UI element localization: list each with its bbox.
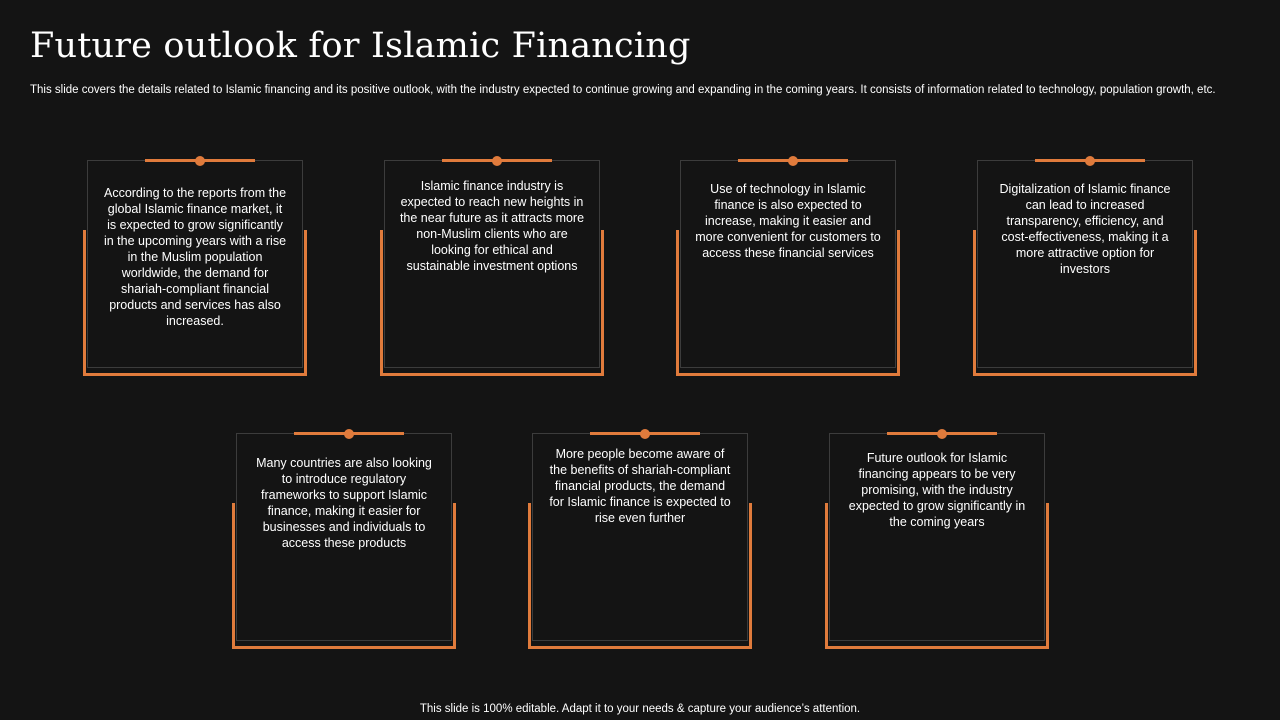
card-text: More people become aware of the benefits of shariah-compliant financial products, the demand for Islamic finance is expected to rise even further: [549, 447, 731, 525]
card-top-dot: [788, 156, 798, 166]
outlook-card-7: [825, 433, 1049, 649]
card-text: Future outlook for Islamic financing appears to be very promising, with the industry expected to grow significantly in the coming years: [848, 451, 1026, 529]
card-text: According to the reports from the global Islamic finance market, it is expected to grow significantly in the upcoming years with a rise in the Muslim population worldwide, the demand for shariah-compliant financial products and services has also increased.: [103, 186, 287, 328]
card-text: Many countries are also looking to introduce regulatory frameworks to support Islamic finance, making it easier for businesses and individuals to access these products: [256, 456, 432, 550]
card-panel: [829, 433, 1045, 641]
card-panel: [384, 160, 600, 368]
outlook-card-5: [232, 433, 456, 649]
outlook-card-6: [528, 433, 752, 649]
card-top-dot: [640, 429, 650, 439]
outlook-card-1: [83, 160, 307, 376]
slide-title: Future outlook for Islamic Financing: [30, 26, 691, 66]
slide-subtitle: This slide covers the details related to Islamic financing and its positive outlook, with the industry expected to continue growing and expanding in the coming years. It consists of information related to technology, population growth, etc.: [30, 84, 1216, 96]
card-panel: [236, 433, 452, 641]
card-text: Use of technology in Islamic finance is also expected to increase, making it easier and more convenient for customers to access these financial services: [695, 182, 881, 260]
card-panel: [532, 433, 748, 641]
outlook-card-4: [973, 160, 1197, 376]
card-top-dot: [195, 156, 205, 166]
card-panel: [977, 160, 1193, 368]
card-panel: [680, 160, 896, 368]
card-panel: [87, 160, 303, 368]
card-top-dot: [937, 429, 947, 439]
card-top-dot: [1085, 156, 1095, 166]
card-top-dot: [344, 429, 354, 439]
card-text: Islamic finance industry is expected to reach new heights in the near future as it attracts more non-Muslim clients who are looking for ethical and sustainable investment options: [399, 179, 585, 273]
card-top-dot: [492, 156, 502, 166]
outlook-card-3: [676, 160, 900, 376]
slide-footer: This slide is 100% editable. Adapt it to your needs & capture your audience’s attention.: [419, 703, 861, 715]
outlook-card-2: [380, 160, 604, 376]
card-text: Digitalization of Islamic finance can lead to increased transparency, efficiency, and cost-effectiveness, making it a more attractive option for investors: [999, 182, 1171, 276]
